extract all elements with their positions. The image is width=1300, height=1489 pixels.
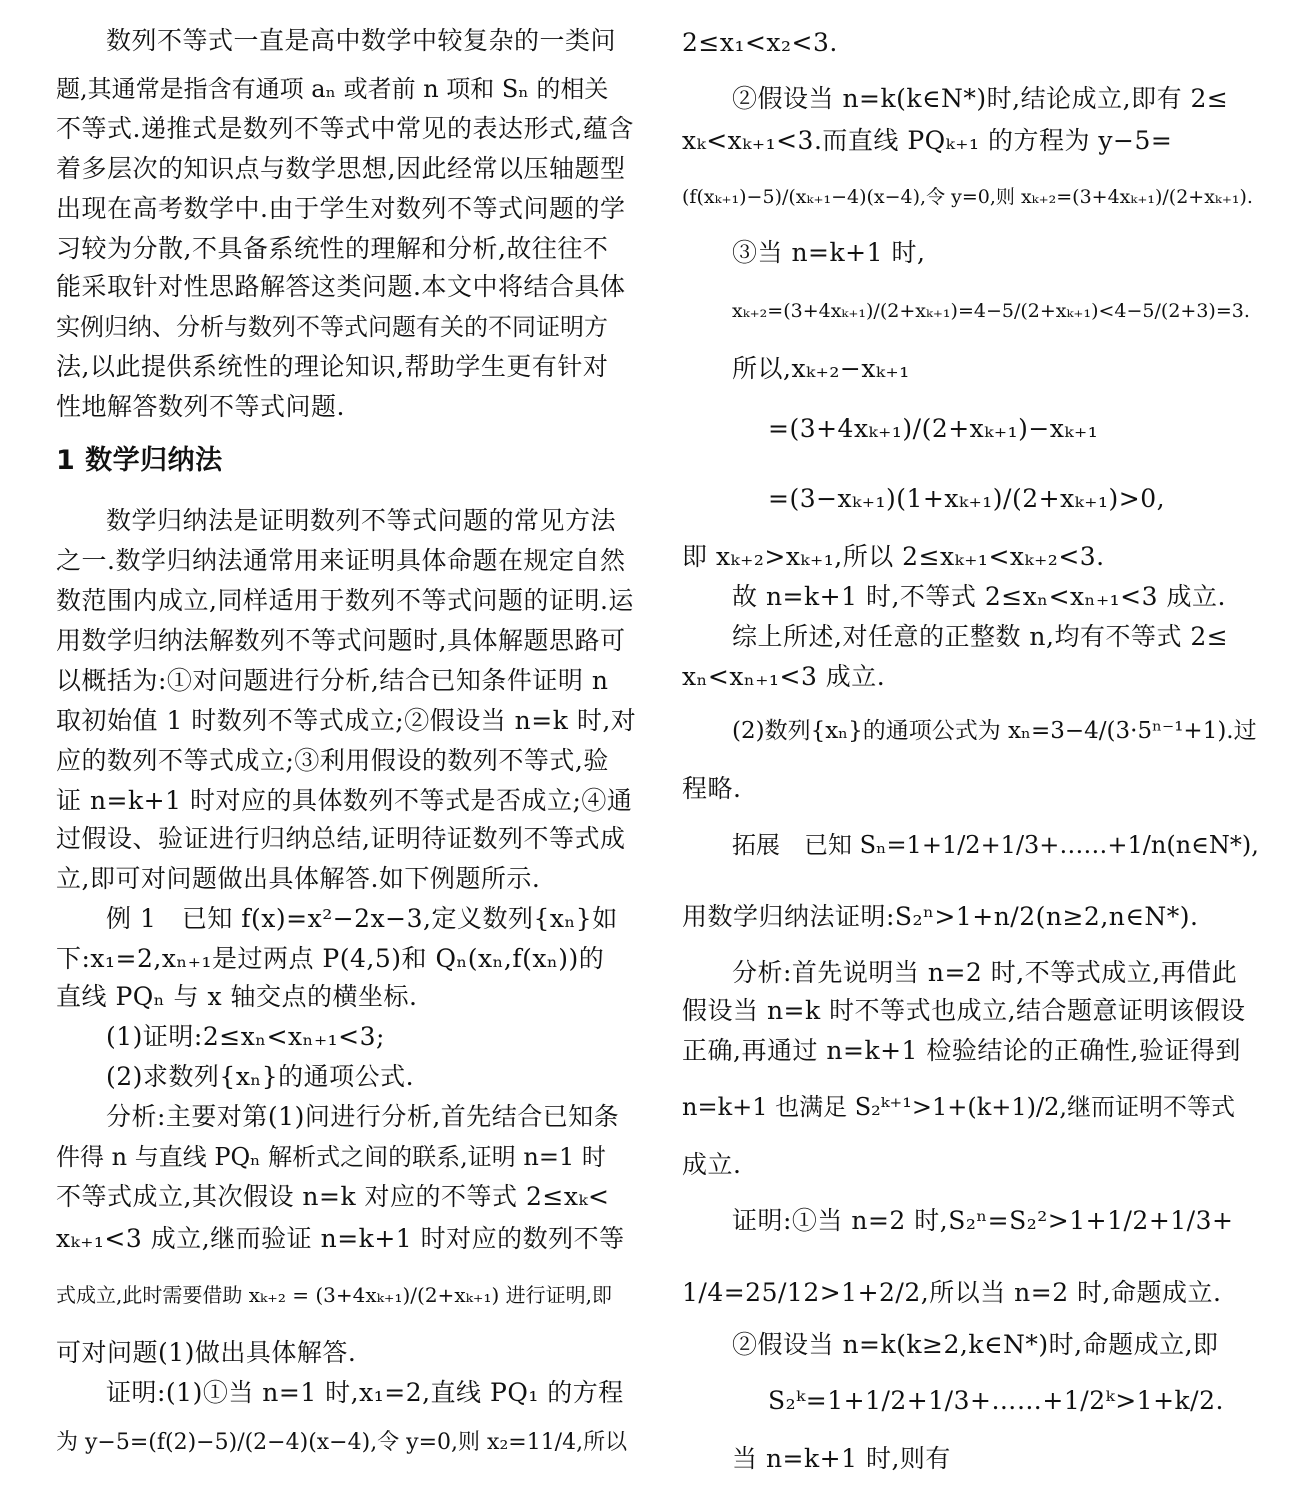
right-text-line: 拓展 已知 Sₙ=1+1/2+1/3+……+1/n(n∈N*),	[732, 831, 1259, 859]
right-text-line: 分析:首先说明当 n=2 时,不等式成立,再借此	[732, 958, 1238, 987]
right-text-line: (f(xₖ₊₁)−5)/(xₖ₊₁−4)(x−4),令 y=0,则 xₖ₊₂=(3+4xₖ₊₁)/(2+xₖ₊₁).	[682, 186, 1253, 208]
right-text-line: 所以,xₖ₊₂−xₖ₊₁	[732, 354, 910, 383]
left-text-line: 例 1 已知 f(x)=x²−2x−3,定义数列{xₙ}如	[106, 904, 618, 933]
left-text-line: (1)证明:2≤xₙ<xₙ₊₁<3;	[106, 1022, 385, 1051]
left-text-line: 应的数列不等式成立;③利用假设的数列不等式,验	[56, 746, 609, 775]
right-text-line: 正确,再通过 n=k+1 检验结论的正确性,验证得到	[682, 1036, 1241, 1065]
left-text-line: 下:x₁=2,xₙ₊₁是过两点 P(4,5)和 Qₙ(xₙ,f(xₙ))的	[56, 944, 605, 973]
left-text-line: 立,即可对问题做出具体解答.如下例题所示.	[56, 864, 541, 893]
left-text-line: 性地解答数列不等式问题.	[56, 392, 345, 421]
right-text-line: 用数学归纳法证明:S₂ⁿ>1+n/2(n≥2,n∈N*).	[682, 902, 1199, 931]
left-text-line: 以概括为:①对问题进行分析,结合已知条件证明 n	[56, 666, 609, 695]
left-column	[56, 0, 637, 1489]
right-text-line: 2≤x₁<x₂<3.	[682, 28, 838, 57]
left-text-line: 取初始值 1 时数列不等式成立;②假设当 n=k 时,对	[56, 706, 637, 735]
left-text-line: 数学归纳法是证明数列不等式问题的常见方法	[106, 506, 617, 535]
left-text-line: 实例归纳、分析与数列不等式问题有关的不同证明方	[56, 313, 608, 341]
left-text-line: 法,以此提供系统性的理论知识,帮助学生更有针对	[56, 352, 609, 381]
right-text-line: 即 xₖ₊₂>xₖ₊₁,所以 2≤xₖ₊₁<xₖ₊₂<3.	[682, 542, 1105, 571]
left-text-line: 数范围内成立,同样适用于数列不等式问题的证明.运	[56, 586, 634, 615]
section-heading: 1 数学归纳法	[56, 445, 223, 476]
left-text-line: 为 y−5=(f(2)−5)/(2−4)(x−4),令 y=0,则 x₂=11/4,所以	[56, 1430, 628, 1455]
left-text-line: 可对问题(1)做出具体解答.	[56, 1338, 357, 1367]
right-column	[682, 0, 1257, 1489]
right-text-line: xₙ<xₙ₊₁<3 成立.	[682, 662, 886, 691]
right-text-line: 当 n=k+1 时,则有	[732, 1444, 951, 1473]
left-text-line: 数列不等式一直是高中数学中较复杂的一类问	[106, 26, 617, 55]
left-text-line: 出现在高考数学中.由于学生对数列不等式问题的学	[56, 194, 626, 223]
right-text-line: xₖ<xₖ₊₁<3.而直线 PQₖ₊₁ 的方程为 y−5=	[682, 126, 1173, 155]
left-text-line: 习较为分散,不具备系统性的理解和分析,故往往不	[56, 234, 609, 263]
left-text-line: xₖ₊₁<3 成立,继而验证 n=k+1 时对应的数列不等	[56, 1224, 625, 1253]
left-text-line: 题,其通常是指含有通项 aₙ 或者前 n 项和 Sₙ 的相关	[56, 75, 609, 103]
right-text-line: 假设当 n=k 时不等式也成立,结合题意证明该假设	[682, 996, 1246, 1025]
right-text-line: 成立.	[682, 1150, 742, 1179]
right-text-line: =(3−xₖ₊₁)(1+xₖ₊₁)/(2+xₖ₊₁)>0,	[768, 484, 1166, 513]
right-text-line: ③当 n=k+1 时,	[732, 238, 926, 267]
left-text-line: 不等式成立,其次假设 n=k 对应的不等式 2≤xₖ<	[56, 1182, 610, 1211]
left-text-line: 分析:主要对第(1)问进行分析,首先结合已知条	[106, 1102, 620, 1131]
right-text-line: 程略.	[682, 774, 742, 803]
left-text-line: 不等式.递推式是数列不等式中常见的表达形式,蕴含	[56, 114, 634, 143]
left-text-line: 件得 n 与直线 PQₙ 解析式之间的联系,证明 n=1 时	[56, 1143, 606, 1171]
left-text-line: 能采取针对性思路解答这类问题.本文中将结合具体	[56, 272, 626, 301]
right-text-line: n=k+1 也满足 S₂ᵏ⁺¹>1+(k+1)/2,继而证明不等式	[682, 1093, 1235, 1121]
left-text-line: 式成立,此时需要借助 xₖ₊₂ = (3+4xₖ₊₁)/(2+xₖ₊₁) 进行证明,即	[56, 1283, 612, 1307]
right-text-line: =(3+4xₖ₊₁)/(2+xₖ₊₁)−xₖ₊₁	[768, 414, 1099, 443]
left-text-line: 着多层次的知识点与数学思想,因此经常以压轴题型	[56, 154, 626, 183]
right-text-line: 证明:①当 n=2 时,S₂ⁿ=S₂²>1+1/2+1/3+	[732, 1206, 1234, 1235]
right-text-line: 故 n=k+1 时,不等式 2≤xₙ<xₙ₊₁<3 成立.	[732, 582, 1226, 611]
right-text-line: ②假设当 n=k(k≥2,k∈N*)时,命题成立,即	[732, 1330, 1219, 1359]
left-text-line: 证明:(1)①当 n=1 时,x₁=2,直线 PQ₁ 的方程	[106, 1378, 624, 1407]
right-text-line: 1/4=25/12>1+2/2,所以当 n=2 时,命题成立.	[682, 1278, 1222, 1307]
left-text-line: 证 n=k+1 时对应的具体数列不等式是否成立;④通	[56, 786, 633, 815]
right-text-line: xₖ₊₂=(3+4xₖ₊₁)/(2+xₖ₊₁)=4−5/(2+xₖ₊₁)<4−5/(2+3)=3.	[732, 300, 1250, 322]
right-text-line: ②假设当 n=k(k∈N*)时,结论成立,即有 2≤	[732, 84, 1229, 113]
left-text-line: 过假设、验证进行归纳总结,证明待证数列不等式成	[56, 824, 626, 853]
left-text-line: 之一.数学归纳法通常用来证明具体命题在规定自然	[56, 546, 626, 575]
left-text-line: (2)求数列{xₙ}的通项公式.	[106, 1062, 415, 1091]
right-text-line: 综上所述,对任意的正整数 n,均有不等式 2≤	[732, 622, 1229, 651]
right-text-line: (2)数列{xₙ}的通项公式为 xₙ=3−4/(3·5ⁿ⁻¹+1).过	[732, 718, 1257, 744]
left-text-line: 用数学归纳法解数列不等式问题时,具体解题思路可	[56, 626, 626, 655]
right-text-line: S₂ᵏ=1+1/2+1/3+……+1/2ᵏ>1+k/2.	[768, 1386, 1224, 1415]
left-text-line: 直线 PQₙ 与 x 轴交点的横坐标.	[56, 982, 418, 1011]
